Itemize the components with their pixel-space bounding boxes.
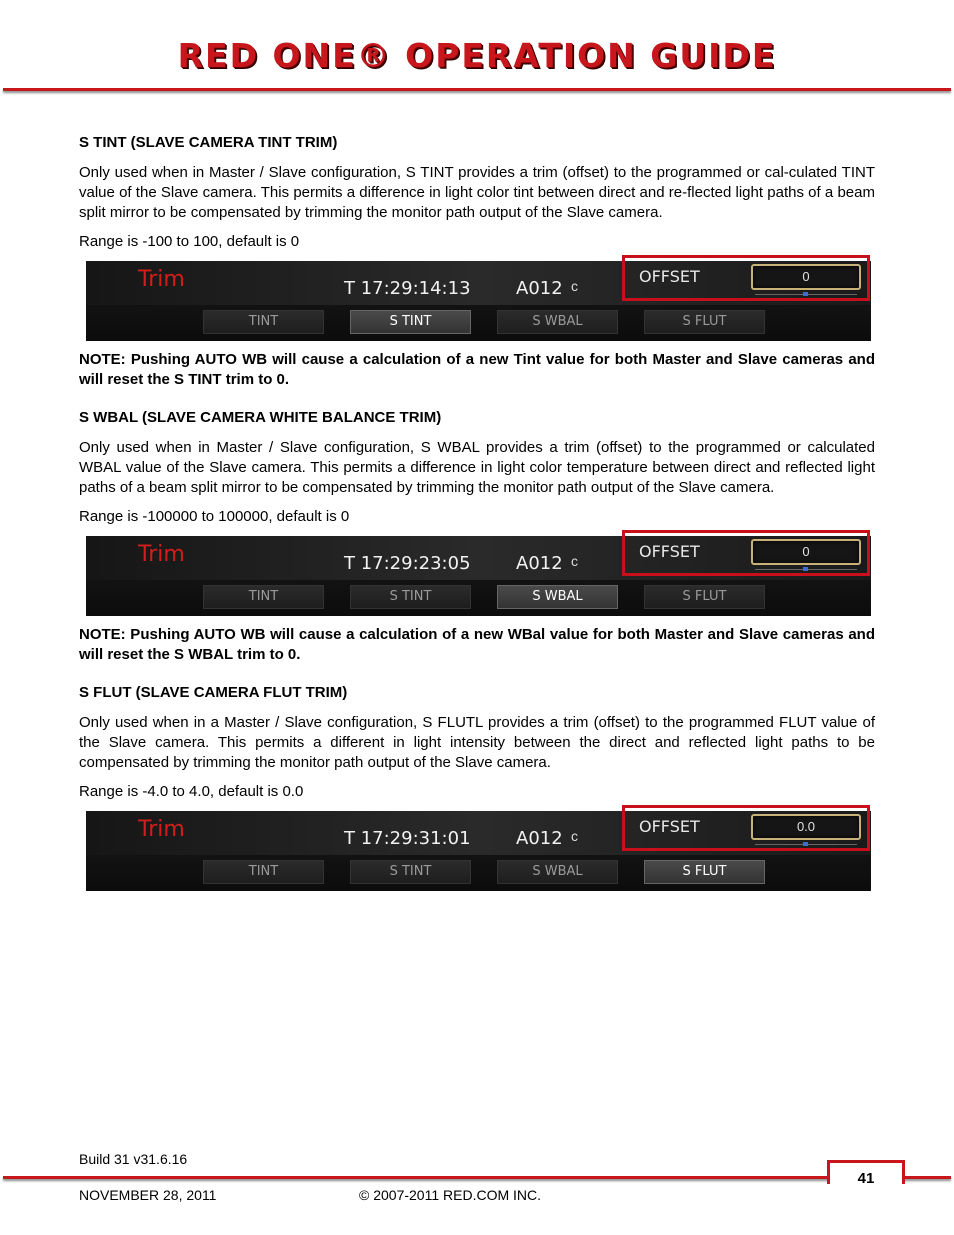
menu-title: Trim <box>138 267 185 292</box>
clip-indicator: c <box>571 828 578 844</box>
footer-divider-right <box>903 1176 951 1179</box>
offset-highlight-box <box>622 805 870 851</box>
offset-highlight-box <box>622 255 870 301</box>
tab-s-flut[interactable]: S FLUT <box>644 860 765 884</box>
page-header-title: RED ONE® OPERATION GUIDE <box>177 36 777 75</box>
clip-indicator: c <box>571 553 578 569</box>
section-title-s-wbal: S WBAL (SLAVE CAMERA WHITE BALANCE TRIM) <box>79 409 442 426</box>
section-title-s-flut: S FLUT (SLAVE CAMERA FLUT TRIM) <box>79 684 348 701</box>
footer-copyright: © 2007-2011 RED.COM INC. <box>359 1187 542 1203</box>
clip-indicator: c <box>571 278 578 294</box>
offset-highlight-box <box>622 530 870 576</box>
footer-date: NOVEMBER 28, 2011 <box>79 1187 217 1203</box>
note-s-wbal: NOTE: Pushing AUTO WB will cause a calculation of a new WBal value for both Master and Slave cameras and will reset the S WBAL trim to 0. <box>79 626 875 663</box>
offset-slider-knob[interactable] <box>803 842 808 846</box>
timecode-readout: T 17:29:31:01 <box>344 828 471 849</box>
timecode-readout: T 17:29:14:13 <box>344 278 471 299</box>
clip-name: A012 <box>516 553 563 574</box>
section-body-s-wbal: Only used when in Master / Slave configuration, S WBAL provides a trim (offset) to the programmed or calculated WBAL value of the Slave camera. This permits a difference in light color temperature between direct and reflected light paths of a beam split mirror to be compensated by trimming the monitor path output of the Slave camera. <box>79 439 875 496</box>
offset-label: OFFSET <box>639 542 700 561</box>
offset-slider-knob[interactable] <box>803 567 808 571</box>
tab-s-wbal[interactable]: S WBAL <box>497 860 618 884</box>
tab-s-tint[interactable]: S TINT <box>350 860 471 884</box>
tab-tint[interactable]: TINT <box>203 860 324 884</box>
tab-s-flut[interactable]: S FLUT <box>644 585 765 609</box>
page-content <box>79 133 875 900</box>
offset-value-field[interactable]: 0.0 <box>751 814 861 840</box>
tab-s-wbal[interactable]: S WBAL <box>497 310 618 334</box>
tab-s-tint[interactable]: S TINT <box>350 310 471 334</box>
offset-slider-knob[interactable] <box>803 292 808 296</box>
offset-label: OFFSET <box>639 817 700 836</box>
range-s-tint: Range is -100 to 100, default is 0 <box>79 233 300 250</box>
tab-s-wbal[interactable]: S WBAL <box>497 585 618 609</box>
timecode-readout: T 17:29:23:05 <box>344 553 471 574</box>
header-divider <box>3 88 951 91</box>
trim-panel-s-flut <box>86 811 871 891</box>
section-title-s-tint: S TINT (SLAVE CAMERA TINT TRIM) <box>79 134 338 151</box>
menu-title: Trim <box>138 817 185 842</box>
tab-tint[interactable]: TINT <box>203 310 324 334</box>
offset-value-field[interactable]: 0 <box>751 539 861 565</box>
footer-build: Build 31 v31.6.16 <box>79 1151 188 1167</box>
trim-panel-s-wbal <box>86 536 871 616</box>
tab-tint[interactable]: TINT <box>203 585 324 609</box>
page-number: 41 <box>857 1170 875 1187</box>
section-body-s-flut: Only used when in a Master / Slave configuration, S FLUTL provides a trim (offset) to the programmed FLUT value of the Slave camera. This permits a different in light intensity between the direct and reflected light paths to be compensated by trimming the monitor path output of the Slave camera. <box>79 714 875 771</box>
tab-s-tint[interactable]: S TINT <box>350 585 471 609</box>
trim-panel-s-tint <box>86 261 871 341</box>
clip-name: A012 <box>516 828 563 849</box>
clip-name: A012 <box>516 278 563 299</box>
offset-value-field[interactable]: 0 <box>751 264 861 290</box>
range-s-wbal: Range is -100000 to 100000, default is 0 <box>79 508 350 525</box>
offset-label: OFFSET <box>639 267 700 286</box>
footer-divider <box>3 1176 829 1179</box>
section-body-s-tint: Only used when in Master / Slave configuration, S TINT provides a trim (offset) to the programmed or cal-culated TINT value of the Slave camera. This permits a difference in light color tint between direct and re-flected light paths of a beam split mirror to be compensated by trimming the monitor path output of the Slave camera. <box>79 164 875 221</box>
note-s-tint: NOTE: Pushing AUTO WB will cause a calculation of a new Tint value for both Master and Slave cameras and will reset the S TINT trim to 0. <box>79 351 875 388</box>
menu-title: Trim <box>138 542 185 567</box>
tab-s-flut[interactable]: S FLUT <box>644 310 765 334</box>
range-s-flut: Range is -4.0 to 4.0, default is 0.0 <box>79 783 304 800</box>
